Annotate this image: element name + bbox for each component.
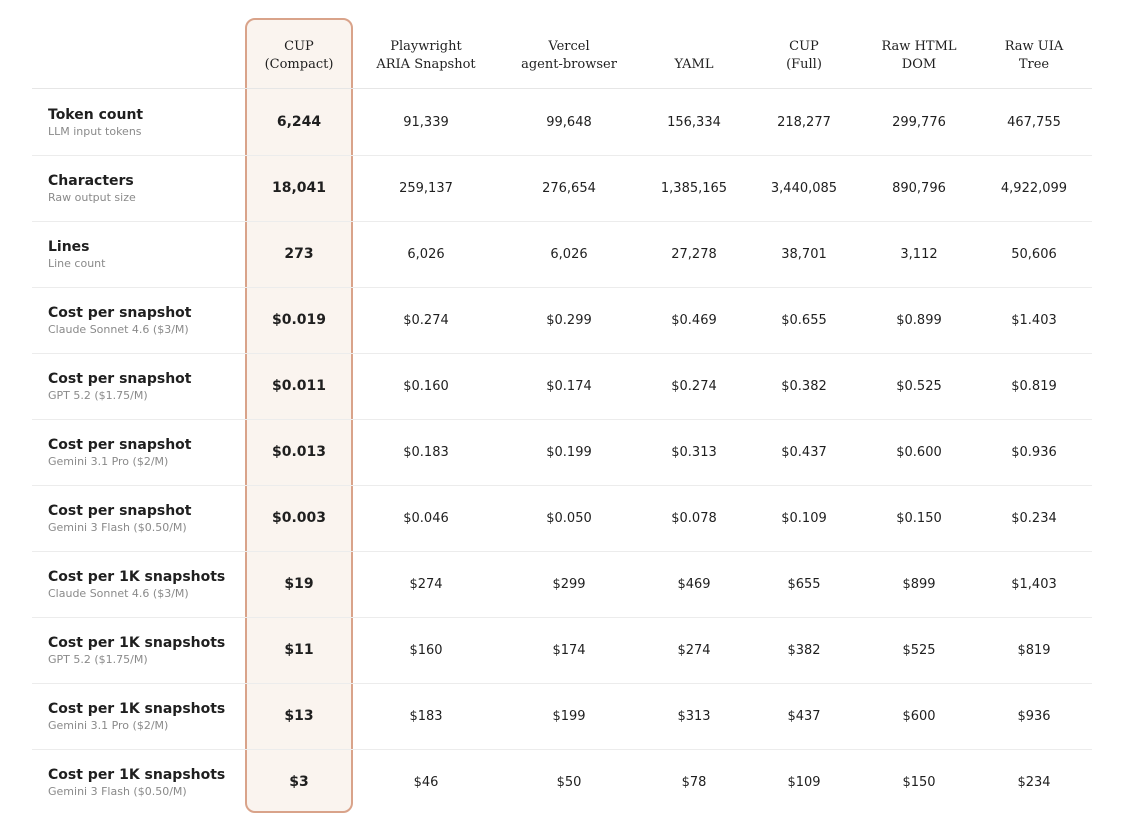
table-cell: [362, 617, 490, 683]
cell-value: $0.299: [546, 312, 592, 328]
cell-value: $0.382: [781, 378, 827, 394]
cell-value: $0.150: [896, 510, 942, 526]
table-cell: [502, 155, 636, 221]
table-cell: [245, 485, 353, 551]
row-label-cell: [48, 221, 248, 287]
table-cell: [982, 89, 1086, 155]
cell-value: 259,137: [399, 180, 453, 196]
table-cell: [362, 353, 490, 419]
row-label-main: Cost per 1K snapshots: [48, 634, 226, 651]
table-cell: [245, 683, 353, 749]
cell-value: 91,339: [403, 114, 449, 130]
table-row: [32, 617, 1092, 684]
table-cell: [362, 683, 490, 749]
cell-value: $936: [1017, 708, 1051, 724]
cell-value: $0.899: [896, 312, 942, 328]
row-label: [48, 502, 191, 535]
row-label-cell: [48, 749, 248, 815]
table-cell: [982, 353, 1086, 419]
cell-value: $199: [552, 708, 586, 724]
cell-value: $0.469: [671, 312, 717, 328]
row-label-sub: Claude Sonnet 4.6 ($3/M): [48, 586, 189, 600]
row-label: [48, 700, 225, 733]
cell-value: $0.199: [546, 444, 592, 460]
cell-value: $0.046: [403, 510, 449, 526]
table-cell: [245, 551, 353, 617]
cell-value: $0.655: [781, 312, 827, 328]
column-header: [982, 18, 1086, 88]
cell-value: $183: [409, 708, 443, 724]
table-cell: [752, 155, 856, 221]
table-cell: [752, 749, 856, 815]
highlight-value: 18,041: [271, 180, 327, 196]
column-header-text: Raw UIA Tree: [1004, 39, 1064, 72]
cell-value: 1,385,165: [660, 180, 728, 196]
cell-value: $899: [902, 576, 936, 592]
cell-value: $150: [902, 774, 936, 790]
table-row: [32, 155, 1092, 222]
table-cell: [362, 287, 490, 353]
table-cell: [502, 551, 636, 617]
cell-value: $0.936: [1011, 444, 1057, 460]
row-label-sub: Claude Sonnet 4.6 ($3/M): [48, 322, 189, 336]
column-header: [862, 18, 976, 88]
column-header: [502, 18, 636, 88]
row-label-main: Cost per 1K snapshots: [48, 568, 226, 585]
table-cell: [982, 419, 1086, 485]
row-label-sub: GPT 5.2 ($1.75/M): [48, 388, 148, 402]
row-label: [48, 766, 225, 799]
table-row: [32, 485, 1092, 552]
row-label-sub: Gemini 3.1 Pro ($2/M): [48, 454, 169, 468]
table-cell: [752, 683, 856, 749]
cell-value: $0.313: [671, 444, 717, 460]
table-row: [32, 287, 1092, 354]
table-row: [32, 419, 1092, 486]
row-label-main: Cost per snapshot: [48, 304, 192, 321]
cell-value: 299,776: [892, 114, 946, 130]
table-cell: [752, 89, 856, 155]
table-cell: [862, 485, 976, 551]
table-cell: [644, 221, 744, 287]
column-header-text: CUP (Full): [786, 39, 822, 72]
cell-value: $0.174: [546, 378, 592, 394]
table-cell: [862, 287, 976, 353]
row-label-main: Cost per 1K snapshots: [48, 700, 226, 717]
cell-value: 6,026: [550, 246, 588, 262]
highlight-value: $3: [289, 774, 309, 790]
column-header-text: Vercel agent-browser: [521, 39, 617, 72]
cell-value: $0.050: [546, 510, 592, 526]
row-label-main: Cost per snapshot: [48, 502, 192, 519]
cell-value: $0.274: [671, 378, 717, 394]
row-label: [48, 634, 225, 667]
cell-value: $0.109: [781, 510, 827, 526]
table-cell: [862, 221, 976, 287]
table-row: [32, 683, 1092, 750]
row-label-cell: [48, 485, 248, 551]
row-label: [48, 370, 191, 403]
cell-value: 6,026: [407, 246, 445, 262]
cell-value: $655: [787, 576, 821, 592]
table-cell: [502, 749, 636, 815]
table-cell: [362, 155, 490, 221]
row-label-main: Cost per snapshot: [48, 436, 192, 453]
row-label-cell: [48, 155, 248, 221]
cell-value: $1.403: [1011, 312, 1057, 328]
cell-value: $46: [413, 774, 439, 790]
cell-value: $819: [1017, 642, 1051, 658]
row-label: [48, 238, 105, 271]
table-cell: [752, 419, 856, 485]
table-cell: [502, 485, 636, 551]
table-cell: [982, 749, 1086, 815]
cell-value: $109: [787, 774, 821, 790]
row-label-sub: Raw output size: [48, 190, 136, 204]
table-cell: [362, 221, 490, 287]
row-label-sub: GPT 5.2 ($1.75/M): [48, 652, 148, 666]
cell-value: 218,277: [777, 114, 831, 130]
table-cell: [245, 287, 353, 353]
table-cell: [502, 353, 636, 419]
table-header-row: [32, 18, 1092, 89]
table-cell: [862, 155, 976, 221]
table-cell: [245, 353, 353, 419]
row-label-sub: Gemini 3 Flash ($0.50/M): [48, 784, 187, 798]
row-label-cell: [48, 683, 248, 749]
table-cell: [862, 683, 976, 749]
row-label-sub: Gemini 3 Flash ($0.50/M): [48, 520, 187, 534]
column-header: [752, 18, 856, 88]
cell-value: 99,648: [546, 114, 592, 130]
cell-value: $50: [556, 774, 582, 790]
cell-value: $299: [552, 576, 586, 592]
highlight-value: 6,244: [276, 114, 322, 130]
table-cell: [644, 683, 744, 749]
table-cell: [982, 551, 1086, 617]
highlight-value: $0.013: [271, 444, 327, 460]
table-cell: [502, 419, 636, 485]
cell-value: $525: [902, 642, 936, 658]
table-cell: [502, 287, 636, 353]
column-header: [362, 18, 490, 88]
column-header-text: YAML: [674, 57, 714, 72]
cell-value: 4,922,099: [1000, 180, 1068, 196]
cell-value: 890,796: [892, 180, 946, 196]
column-header: [245, 18, 353, 88]
table-row: [32, 353, 1092, 420]
table-cell: [245, 155, 353, 221]
table-cell: [752, 551, 856, 617]
table-cell: [862, 749, 976, 815]
row-label: [48, 436, 191, 469]
table-cell: [644, 89, 744, 155]
row-label-cell: [48, 551, 248, 617]
table-cell: [752, 485, 856, 551]
cell-value: 156,334: [667, 114, 721, 130]
highlight-value: $0.011: [271, 378, 327, 394]
row-label-main: Cost per 1K snapshots: [48, 766, 226, 783]
cell-value: $0.160: [403, 378, 449, 394]
column-header: [644, 18, 744, 88]
column-header-text: Playwright ARIA Snapshot: [376, 39, 476, 72]
header-label-cell: [48, 18, 248, 88]
table-cell: [644, 485, 744, 551]
table-row: [32, 551, 1092, 618]
cell-value: 276,654: [542, 180, 596, 196]
cell-value: $274: [677, 642, 711, 658]
row-label: [48, 172, 136, 205]
row-label-cell: [48, 287, 248, 353]
table-cell: [752, 617, 856, 683]
cell-value: $0.600: [896, 444, 942, 460]
row-label: [48, 304, 191, 337]
cell-value: $437: [787, 708, 821, 724]
table-cell: [982, 221, 1086, 287]
highlight-value: $0.019: [271, 312, 327, 328]
table-cell: [982, 155, 1086, 221]
table-cell: [502, 617, 636, 683]
cell-value: $600: [902, 708, 936, 724]
cell-value: 38,701: [781, 246, 827, 262]
highlight-value: $19: [284, 576, 314, 592]
table-cell: [245, 617, 353, 683]
table-cell: [362, 89, 490, 155]
table-cell: [862, 353, 976, 419]
row-label-cell: [48, 89, 248, 155]
table-cell: [502, 221, 636, 287]
row-label: [48, 106, 143, 139]
row-label-cell: [48, 617, 248, 683]
table-cell: [752, 221, 856, 287]
cell-value: $274: [409, 576, 443, 592]
table-cell: [862, 89, 976, 155]
cell-value: $0.183: [403, 444, 449, 460]
row-label-main: Lines: [48, 238, 90, 255]
table-row: [32, 221, 1092, 288]
table-cell: [245, 749, 353, 815]
table-cell: [502, 683, 636, 749]
cell-value: $174: [552, 642, 586, 658]
cell-value: 27,278: [671, 246, 717, 262]
highlight-value: $11: [284, 642, 314, 658]
row-label-sub: LLM input tokens: [48, 124, 142, 138]
cell-value: $382: [787, 642, 821, 658]
cell-value: $0.437: [781, 444, 827, 460]
highlight-value: $0.003: [271, 510, 327, 526]
table-cell: [245, 221, 353, 287]
table-cell: [862, 419, 976, 485]
table-cell: [502, 89, 636, 155]
table-cell: [644, 353, 744, 419]
cell-value: $0.078: [671, 510, 717, 526]
row-label-main: Characters: [48, 172, 134, 189]
cell-value: $0.274: [403, 312, 449, 328]
cell-value: 3,112: [900, 246, 938, 262]
cell-value: 467,755: [1007, 114, 1061, 130]
table-cell: [644, 155, 744, 221]
highlight-value: $13: [284, 708, 314, 724]
row-label: [48, 568, 225, 601]
column-header-text: CUP (Compact): [264, 39, 334, 72]
table-cell: [362, 485, 490, 551]
cell-value: $0.234: [1011, 510, 1057, 526]
cell-value: $234: [1017, 774, 1051, 790]
table-cell: [644, 551, 744, 617]
cell-value: 50,606: [1011, 246, 1057, 262]
table-cell: [362, 749, 490, 815]
table-cell: [644, 419, 744, 485]
table-row: [32, 89, 1092, 156]
cell-value: $78: [681, 774, 707, 790]
row-label-cell: [48, 353, 248, 419]
row-label-main: Token count: [48, 106, 144, 123]
row-label-cell: [48, 419, 248, 485]
table-cell: [752, 353, 856, 419]
table-cell: [644, 617, 744, 683]
table-cell: [982, 485, 1086, 551]
table-cell: [362, 551, 490, 617]
table-cell: [644, 749, 744, 815]
cell-value: 3,440,085: [770, 180, 838, 196]
row-label-main: Cost per snapshot: [48, 370, 192, 387]
highlight-value: 273: [284, 246, 314, 262]
table-cell: [982, 287, 1086, 353]
cell-value: $313: [677, 708, 711, 724]
table-cell: [862, 551, 976, 617]
cell-value: $0.525: [896, 378, 942, 394]
cell-value: $469: [677, 576, 711, 592]
table-cell: [982, 617, 1086, 683]
row-label-sub: Line count: [48, 256, 106, 270]
table-cell: [982, 683, 1086, 749]
table-row: [32, 749, 1092, 815]
cell-value: $160: [409, 642, 443, 658]
table-cell: [245, 419, 353, 485]
table-cell: [362, 419, 490, 485]
row-label-sub: Gemini 3.1 Pro ($2/M): [48, 718, 169, 732]
cell-value: $0.819: [1011, 378, 1057, 394]
cell-value: $1,403: [1011, 576, 1057, 592]
table-cell: [644, 287, 744, 353]
table-cell: [862, 617, 976, 683]
table-cell: [245, 89, 353, 155]
column-header-text: Raw HTML DOM: [881, 39, 957, 72]
table-cell: [752, 287, 856, 353]
